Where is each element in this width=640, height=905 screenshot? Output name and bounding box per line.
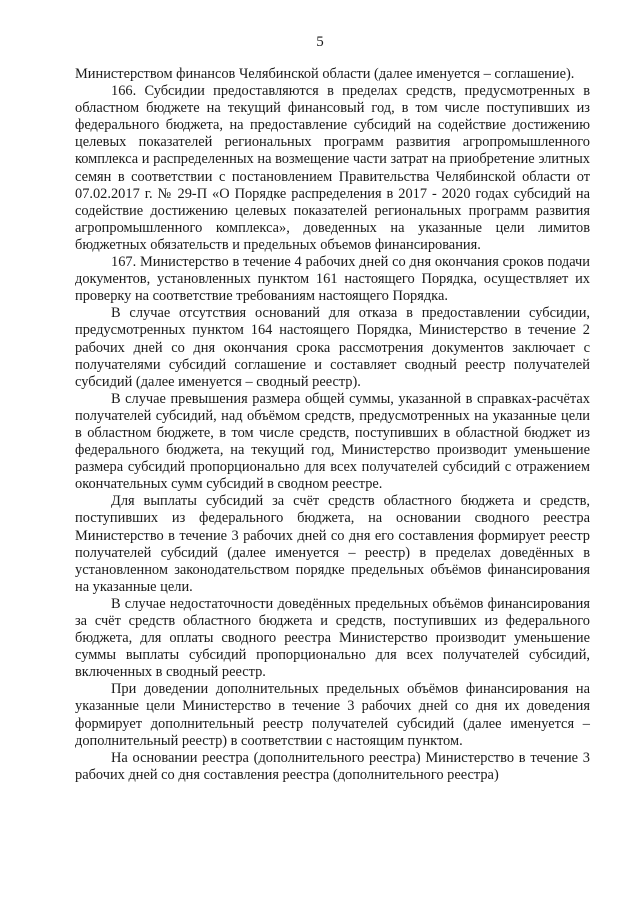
paragraph-insufficient-funding: В случае недостаточности доведённых предельных объёмов финансирования за счёт средств областного бюджета и средств, поступивших из федерального бюджета, для оплаты сводного реестра Министерство производит уменьшение суммы выплаты субсидий пропорционально для всех получателей субсидий, включенных в сводный реестр. — [75, 595, 590, 681]
paragraph-registry-basis: На основании реестра (дополнительного реестра) Министерство в течение 3 рабочих дней со дня составления реестра (дополнительного реестра) — [75, 749, 590, 783]
page-number: 5 — [316, 34, 324, 50]
paragraph-continuation: Министерством финансов Челябинской области (далее именуется – соглашение). — [75, 66, 575, 82]
paragraph-excess-amount: В случае превышения размера общей суммы, указанной в справках-расчётах получателей субсидий, над объёмом средств, предусмотренных на указанные цели в областном бюджете, в том числе средств, поступивших в областной бюджет из федерального бюджета, на текущий год, Министерство производит уменьшение размера субсидий пропорционально для всех получателей субсидий с отражением окончательных сумм субсидий в сводном реестре. — [75, 390, 590, 493]
paragraph-no-refusal-grounds: В случае отсутствия оснований для отказа в предоставлении субсидии, предусмотренных пунктом 164 настоящего Порядка, Министерство в течение 2 рабочих дней со дня окончания срока рассмотрения документов заключает с получателями субсидий соглашение и составляет сводный реестр получателей субсидий (далее именуется – сводный реестр). — [75, 305, 590, 390]
document-body — [75, 66, 590, 784]
paragraph-166: 166. Субсидии предоставляются в пределах средств, предусмотренных в областном бюджете на текущий финансовый год, в том числе поступивших из федерального бюджета, на предоставление субсидий на содействие достижению целевых показателей региональных программ развития агропромышленного комплекса и распределенных на возмещение части затрат на приобретение элитных семян в соответствии с постановлением Правительства Челябинской области от 07.02.2017 г. № 29-П «О Порядке распределения в 2017 - 2020 годах субсидий на содействие достижению целевых показателей региональных программ развития агропромышленного комплекса», доведенных на указанные цели лимитов бюджетных обязательств и предельных объемов финансирования. — [75, 83, 590, 253]
paragraph-additional-funding: При доведении дополнительных предельных объёмов финансирования на указанные цели Министерство в течение 3 рабочих дней со дня их доведения формирует дополнительный реестр получателей субсидий (далее именуется – дополнительный реестр) в соответствии с настоящим пунктом. — [75, 681, 590, 749]
paragraph-payment-registry: Для выплаты субсидий за счёт средств областного бюджета и средств, поступивших из федерального бюджета, на основании сводного реестра Министерство в течение 3 рабочих дней со дня его составления формирует реестр получателей субсидий (далее именуется – реестр) в пределах доведённых в установленном законодательством порядке предельных объёмов финансирования на указанные цели. — [75, 493, 590, 595]
paragraph-167: 167. Министерство в течение 4 рабочих дней со дня окончания сроков подачи документов, установленных пунктом 161 настоящего Порядка, осуществляет их проверку на соответствие требованиям настоящего Порядка. — [75, 254, 590, 305]
